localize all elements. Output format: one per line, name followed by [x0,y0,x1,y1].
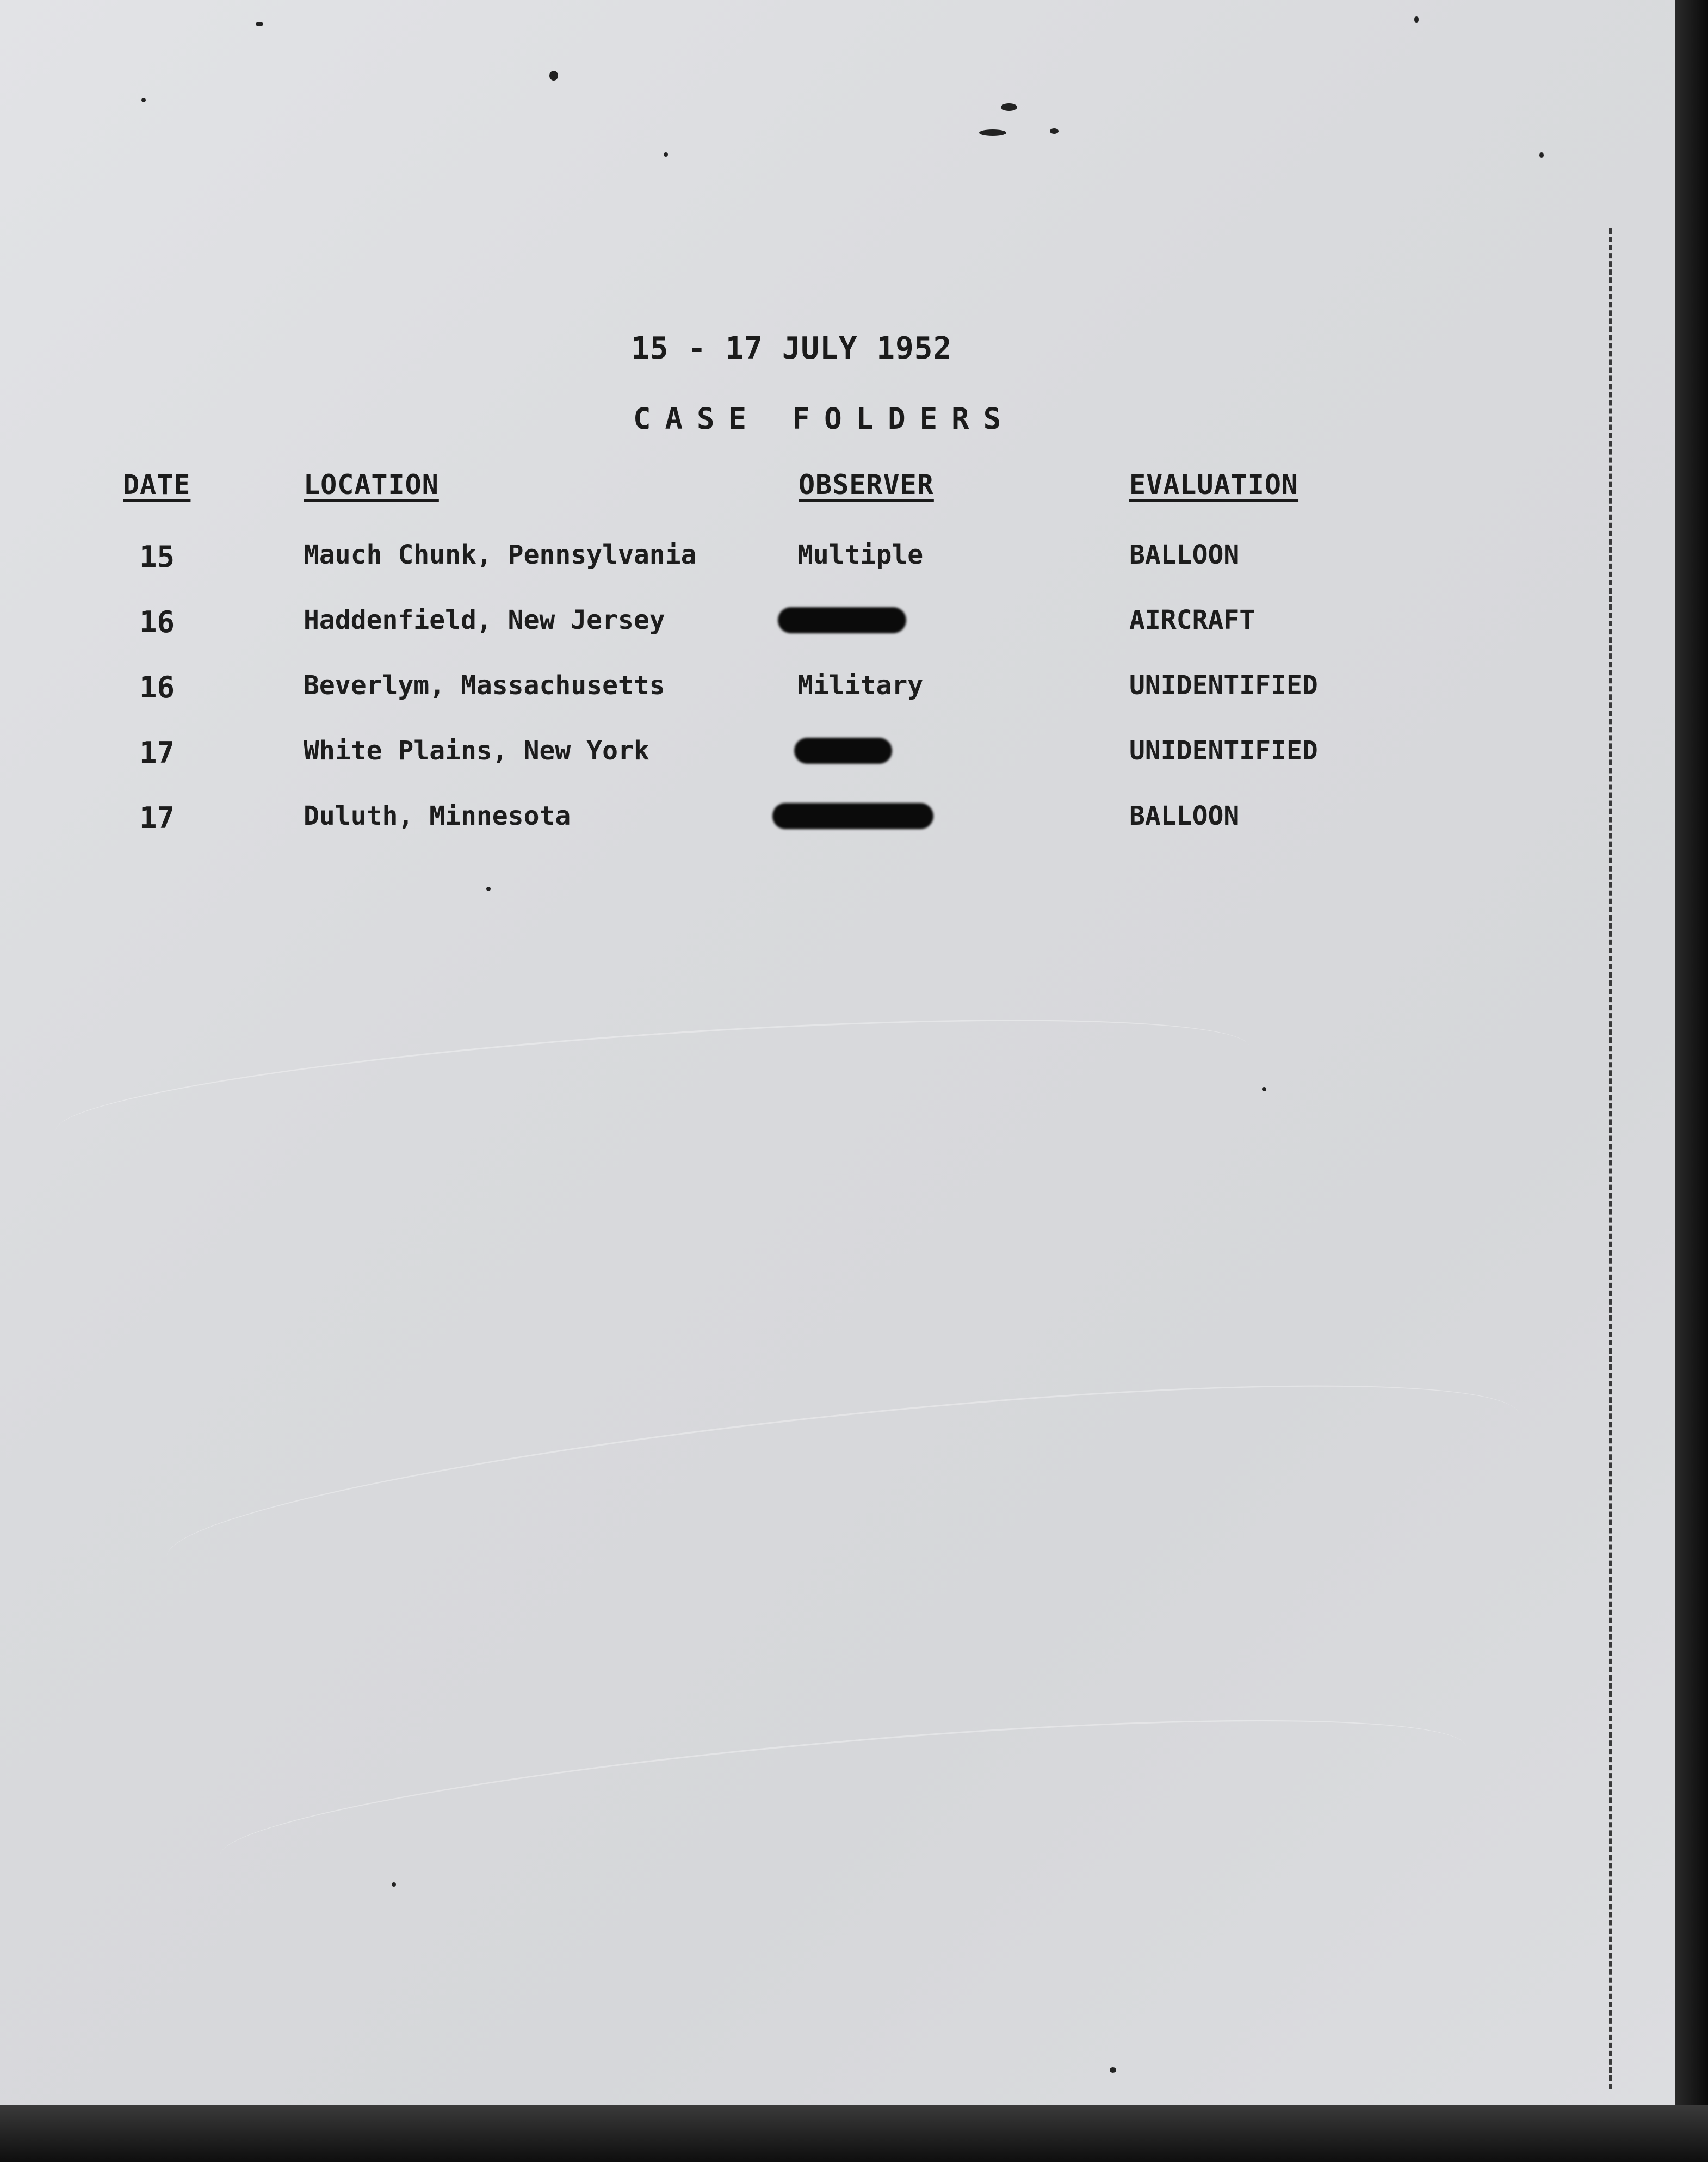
scan-speck [141,98,146,102]
row-observer: Military [797,670,924,701]
scan-speck [256,22,263,26]
row-evaluation: BALLOON [1129,540,1240,570]
scan-speck [1414,16,1419,23]
redaction-mark [772,803,933,829]
row-location: Duluth, Minnesota [304,801,571,831]
scan-speck [1050,128,1059,134]
scan-border-bottom [0,2105,1708,2162]
row-evaluation: AIRCRAFT [1129,605,1255,635]
table-row [0,605,1675,648]
row-evaluation: UNIDENTIFIED [1129,736,1318,766]
table-row [0,801,1675,844]
paper-scratch [52,992,1254,1186]
table-row [0,670,1675,714]
scan-border-right [1675,0,1708,2162]
column-header-observer: OBSERVER [799,469,934,501]
column-header-evaluation: EVALUATION [1129,469,1299,501]
row-location: Beverlym, Massachusetts [304,670,665,701]
column-header-location: LOCATION [304,469,439,501]
row-location: Mauch Chunk, Pennsylvania [304,540,697,570]
document-title: 15 - 17 JULY 1952 [631,331,952,366]
scan-speck [1110,2067,1116,2073]
row-evaluation: BALLOON [1129,801,1240,831]
scan-speck [1001,103,1017,111]
row-date: 15 [139,540,175,574]
scan-speck [1262,1087,1266,1091]
paper-scratch [215,1687,1472,1917]
paper-scratch [159,1344,1527,1628]
redaction-mark [794,738,892,764]
scan-speck [1539,152,1544,158]
scan-speck [664,152,668,157]
row-date: 16 [139,605,175,639]
row-date: 17 [139,736,175,770]
scan-speck [392,1882,396,1887]
paper-edge-line [1609,228,1612,2089]
row-date: 17 [139,801,175,835]
document-subtitle: CASE FOLDERS [633,401,1016,436]
row-evaluation: UNIDENTIFIED [1129,670,1318,701]
row-location: White Plains, New York [304,736,649,766]
scan-speck [549,71,558,81]
scan-speck [979,129,1006,136]
table-row [0,736,1675,779]
table-row [0,540,1675,583]
row-location: Haddenfield, New Jersey [304,605,665,635]
row-date: 16 [139,670,175,705]
redaction-mark [778,607,906,633]
row-observer: Multiple [797,540,924,570]
column-header-date: DATE [123,469,191,501]
scan-speck [486,887,491,891]
